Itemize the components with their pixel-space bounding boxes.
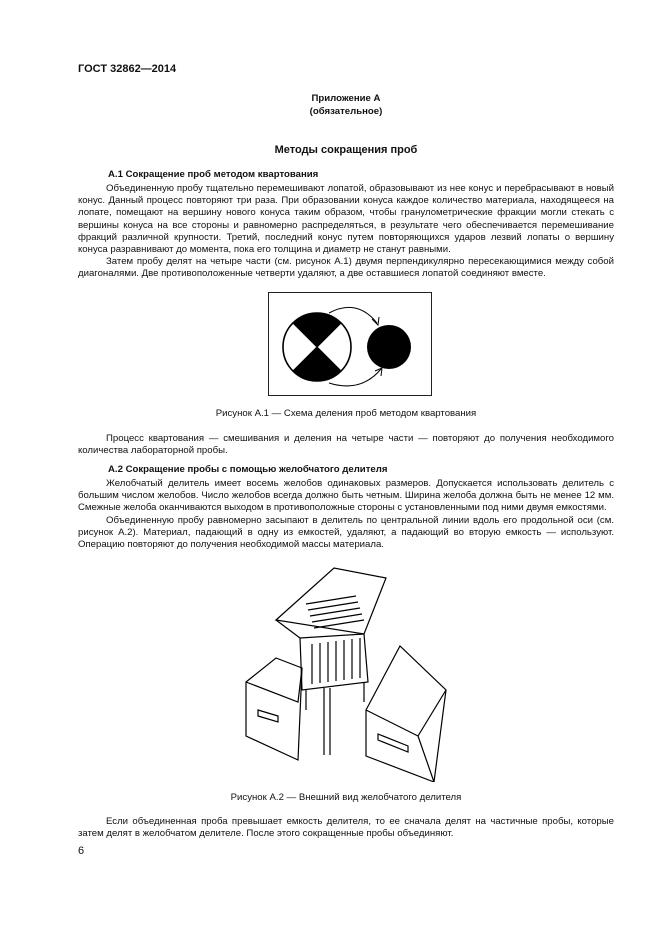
document-code: ГОСТ 32862—2014 <box>78 63 177 75</box>
splitter-body <box>300 634 368 690</box>
figure-a1-caption: Рисунок А.1 — Схема деления проб методом квартования <box>215 408 477 419</box>
left-container <box>246 658 302 760</box>
appendix-title: Приложение А <box>311 93 381 104</box>
figure-a2-caption: Рисунок А.2 — Внешний вид желобчатого делителя <box>230 792 462 803</box>
figure-a2 <box>236 560 448 782</box>
paragraph-a1-1: Объединенную пробу тщательно перемешивают лопатой, образовывают из нее конус и перебрасывают в новый конус. Данный процесс повторяют три раза. При образовании конуса каждое количество материала, находящееся на лопате, помещают на вершину нового конуса таким образом, чтобы гранулометрические фракции могли стекать с вершины конуса на все стороны и равномерно распределяться, в результате чего обеспечивается перемешивание фракций различной крупности. Третий, последний конус путем повторяющихся ударов лезвий лопаты о вершину конуса разравнивают до момента, пока его толщина и диаметр не станут равными. <box>78 183 614 256</box>
paragraph-a2-2: Объединенную пробу равномерно засыпают в делитель по центральной линии вдоль его продольной оси (см. рисунок А.2). Материал, падающий в одну из емкостей, удаляют, а падающий во вторую емкость — используют. Операцию повторяют до получения необходимой массы материала. <box>78 515 614 551</box>
quartering-diagram <box>269 293 431 395</box>
right-container <box>366 646 446 782</box>
heading-a2: А.2 Сокращение пробы с помощью желобчатого делителя <box>108 464 388 475</box>
paragraph-a1-2: Затем пробу делят на четыре части (см. рисунок А.1) двумя перпендикулярно пересекающимися между собой диагоналями. Две противоположенные четверти удаляют, а две оставшиеся лопатой соединяют вместе. <box>78 256 614 280</box>
figure-a1 <box>268 292 432 396</box>
paragraph-a2-3: Если объединенная проба превышает емкость делителя, то ее сначала делят на частичные пробы, которые затем делят в желобчатом делителе. После этого сокращенные пробы объединяют. <box>78 816 614 840</box>
page-number: 6 <box>78 845 85 857</box>
legs <box>306 682 364 755</box>
heading-a1: А.1 Сокращение проб методом квартования <box>108 169 319 180</box>
chute-slots <box>312 638 360 684</box>
left-container-edge <box>246 668 302 702</box>
paragraph-a2-1: Желобчатый делитель имеет восемь желобов одинаковых размеров. Допускается использовать делитель с большим числом желобов. Число желобов всегда должно быть четным. Ширина желоба должна быть не менее 12 мм. Смежные желоба оканчиваются выходом в противоположные стороны с установленными под ними двумя емкостями. <box>78 478 614 514</box>
section-title: Методы сокращения проб <box>274 144 418 156</box>
combined-circle <box>367 325 411 369</box>
hopper-top <box>276 568 386 634</box>
left-handle <box>258 710 278 722</box>
paragraph-a1-3: Процесс квартования — смешивания и деления на четыре части — повторяют до получения необходимого количества лабораторной пробы. <box>78 433 614 457</box>
right-handle <box>378 734 408 752</box>
appendix-status: (обязательное) <box>309 106 383 117</box>
chutes <box>306 596 364 628</box>
riffle-splitter-drawing <box>236 560 448 782</box>
